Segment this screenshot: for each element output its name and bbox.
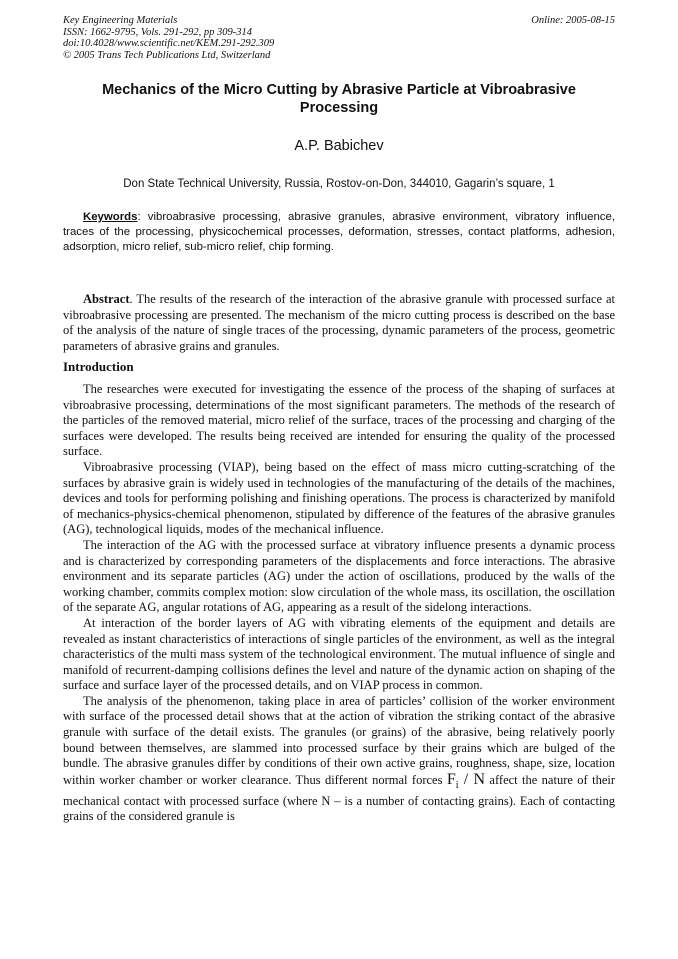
paragraph: Vibroabrasive processing (VIAP), being based on the effect of mass micro cutting-scratching of the surfaces by abrasive grain is widely used in technologies of the manufacturing of the details of the machines, devices and tools for performing polishing and finishing operations. The process is characterized by manifold of mechanics-physics-chemical phenomenon, stipulated by difference of the features of the abrasive granules (AG), technological liquids, modes of the mechanical influence.: [63, 459, 615, 537]
paragraph-text: affect the nature of their mechanical contact with processed surface (where N – is a number of contacting grains). Each of contacting grains of the considered granule is: [63, 772, 615, 824]
paragraph: At interaction of the border layers of AG with vibrating elements of the equipment and details are revealed as instant characteristics of interactions of single particles of the environment, as well as the integral characteristics of the multi mass system of the technological environment. The mutual influence of single and manifold of recurrent-damping collisions defines the level and nature of the dynamic action on shaping of the surface and surface layer of the processed details, and on VIAP process in common.: [63, 615, 615, 693]
paragraph: The researches were executed for investigating the essence of the process of the shaping of surfaces at vibroabrasive processing, determinations of the most significant parameters. The methods of the research of the particles of the removed material, micro relief of the surface, traces of the processing and charging of the surfaces were developed. The results being received are intended for ensuring the quality of the processed surface.: [63, 382, 615, 459]
issn-line: ISSN: 1662-9795, Vols. 291-292, pp 309-314: [63, 26, 252, 38]
keywords-block: [63, 210, 615, 255]
paragraph: The interaction of the AG with the processed surface at vibratory influence presents a dynamic process and is characterized by corresponding parameters of the displacements and force interactions. The abrasive environment and its separate particles (AG) under the action of oscillations, produced by the walls of the working chamber, commits complex motion: slow circulation of the whole mass, its oscillation, the oscillation of the separate AG, angular rotations of AG, appearing as a result of the sidelong interactions.: [63, 537, 615, 615]
doi-line: doi:10.4028/www.scientific.net/KEM.291-292.309: [63, 38, 275, 49]
abstract-block: [63, 292, 615, 354]
author-name: A.P. Babichev: [294, 138, 384, 154]
paper-title: Mechanics of the Micro Cutting by Abrasive Particle at Vibroabrasive Processing: [102, 82, 576, 116]
online-date: Online: 2005-08-15: [531, 15, 615, 26]
paragraph-text: The analysis of the phenomenon, taking place in area of particles’ collision of the worker environment with surface of the processed detail shows that at the action of vibration the striking contact of the abrasive granule with surface of the detail exists. The granules (or grains) of the abrasive, being relatively poorly bound between themselves, are slammed into processed surface by their grains which are bulged of the bundle. The abrasive granules differ by conditions of their own active grains, roughness, shape, size, location within worker chamber or worker clearance. Thus different normal forces: [63, 693, 615, 787]
journal-header: [63, 15, 615, 61]
affiliation: Don State Technical University, Russia, Rostov-on-Don, 344010, Gagarin’s square, 1: [123, 178, 555, 190]
abstract-text: . The results of the research of the interaction of the abrasive granule with processed surface at vibroabrasive processing are presented. The mechanism of the micro cutting process is described on the base of the analysis of the nature of single traces of the processing, dynamic parameters of the process, geometric parameters of abrasive grains and granules.: [63, 292, 615, 353]
section-heading-introduction: Introduction: [63, 359, 134, 374]
keywords-text: : vibroabrasive processing, abrasive granules, abrasive environment, vibratory influence, traces of the processing, physicochemical processes, deformation, stresses, contact platforms, adhesion, adsorption, micro relief, sub-micro relief, chip forming.: [63, 211, 615, 253]
abstract-label: Abstract: [83, 292, 130, 306]
paragraph: [63, 694, 615, 825]
copyright-line: © 2005 Trans Tech Publications Ltd, Switzerland: [63, 49, 271, 61]
formula-force: $F_i$ / N: [446, 770, 486, 792]
introduction-body: [63, 382, 615, 825]
keywords-label: Keywords: [83, 211, 138, 223]
journal-name: Key Engineering Materials: [63, 15, 178, 26]
